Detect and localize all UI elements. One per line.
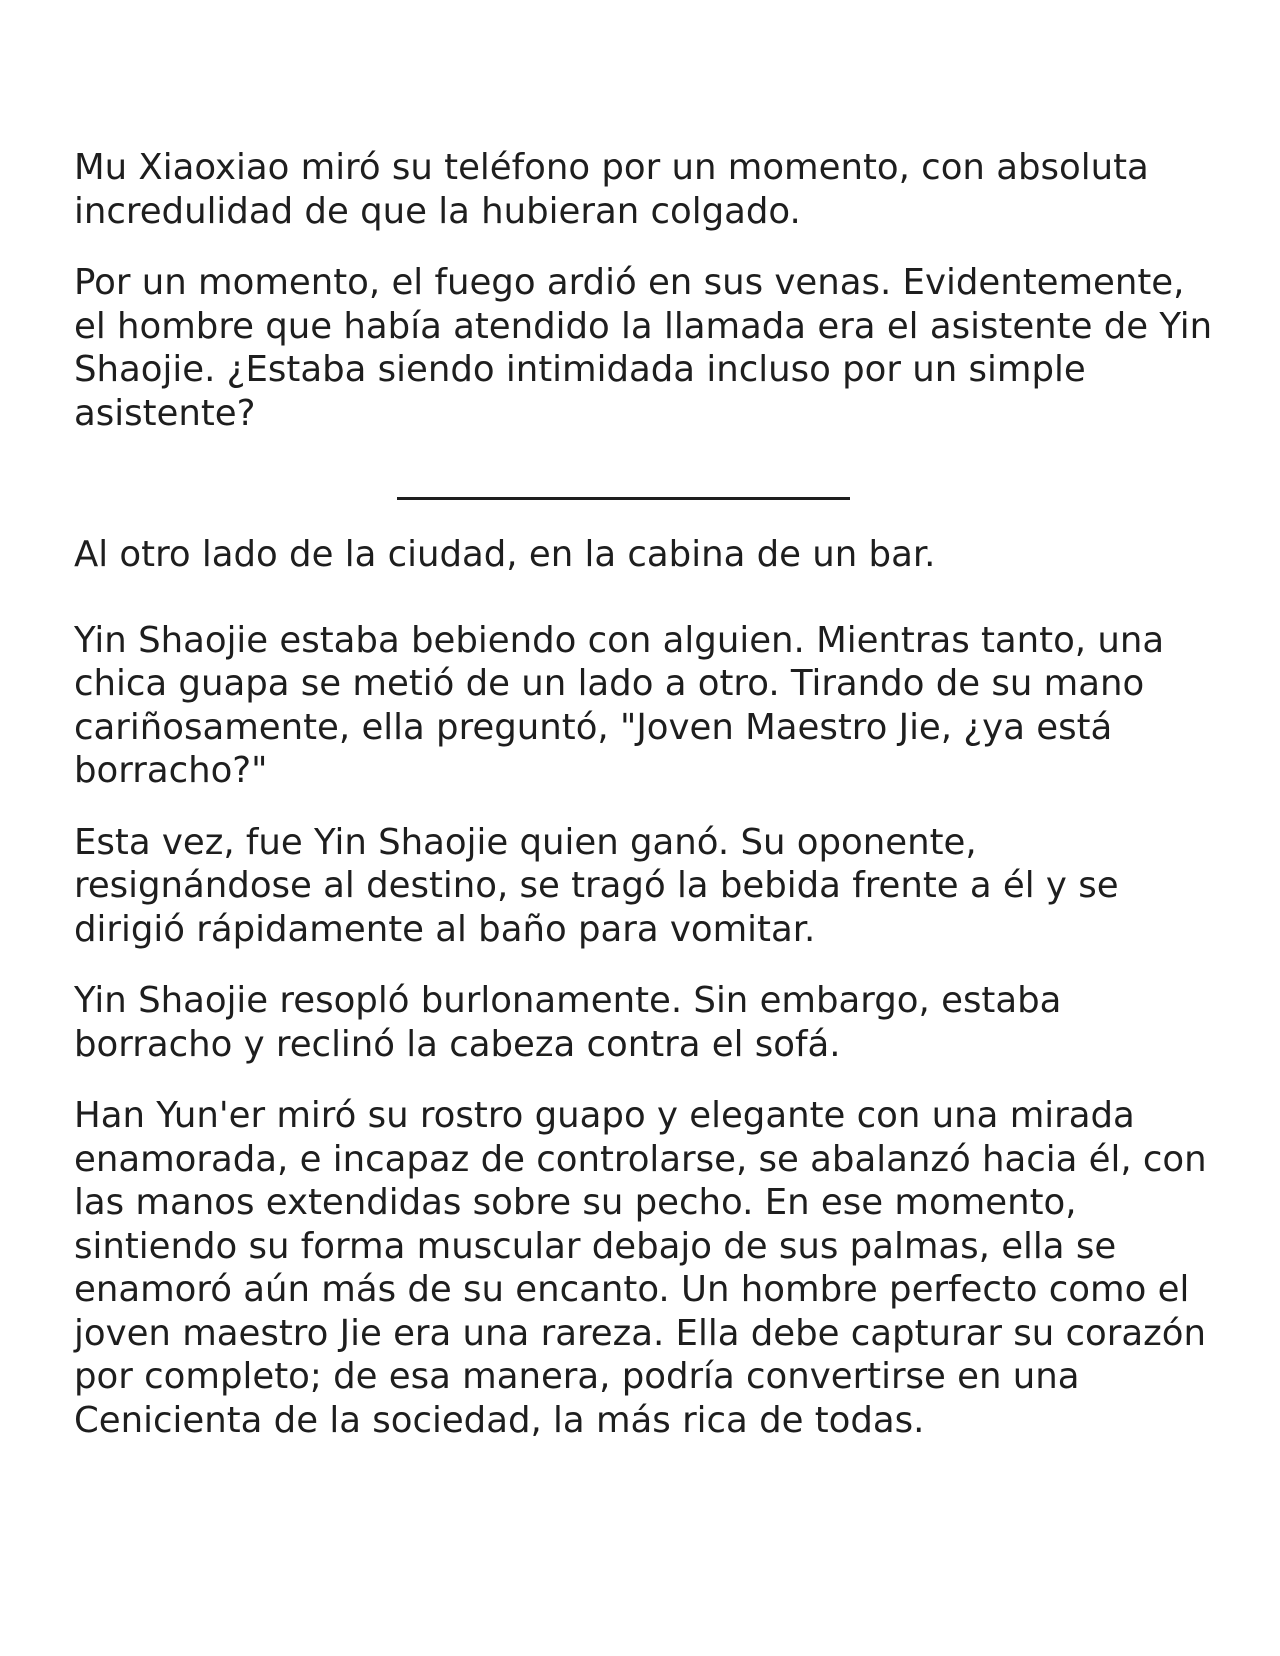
paragraph-winner: Esta vez, fue Yin Shaojie quien ganó. Su oponente, resignándose al destino, se tragó la bebida frente a él y se dirigió rápidamente al baño para vomitar. <box>74 821 1119 950</box>
paragraph-snort: Yin Shaojie resopló burlonamente. Sin embargo, estaba borracho y reclinó la cabeza contra el sofá. <box>74 980 1062 1065</box>
paragraph-phone-hangup: Mu Xiaoxiao miró su teléfono por un momento, con absoluta incredulidad de que la hubieran colgado. <box>74 147 1149 232</box>
paragraph-han-yuner: Han Yun'er miró su rostro guapo y elegante con una mirada enamorada, e incapaz de controlarse, se abalanzó hacia él, con las manos extendidas sobre su pecho. En ese momento, sintiendo su forma muscular debajo de sus palmas, ella se enamoró aún más de su encanto. Un hombre perfecto como el joven maestro Jie era una rareza. Ella debe capturar su corazón por completo; de esa manera, podría convertirse en una Cenicienta de la sociedad, la más rica de todas. <box>74 1095 1207 1441</box>
document-page <box>74 146 1214 1442</box>
paragraph-drinking: Yin Shaojie estaba bebiendo con alguien. Mientras tanto, una chica guapa se metió de un lado a otro. Tirando de su mano cariñosamente, ella preguntó, "Joven Maestro Jie, ¿ya está borracho?" <box>74 619 1165 791</box>
paragraph-assistant: Por un momento, el fuego ardió en sus venas. Evidentemente, el hombre que había atendido la llamada era el asistente de Yin Shaojie. ¿Estaba siendo intimidada incluso por un simple asistente? <box>74 262 1213 434</box>
paragraph-scene-bar: Al otro lado de la ciudad, en la cabina de un bar. <box>74 534 936 575</box>
section-break <box>74 435 1214 533</box>
section-divider-line <box>397 497 850 500</box>
